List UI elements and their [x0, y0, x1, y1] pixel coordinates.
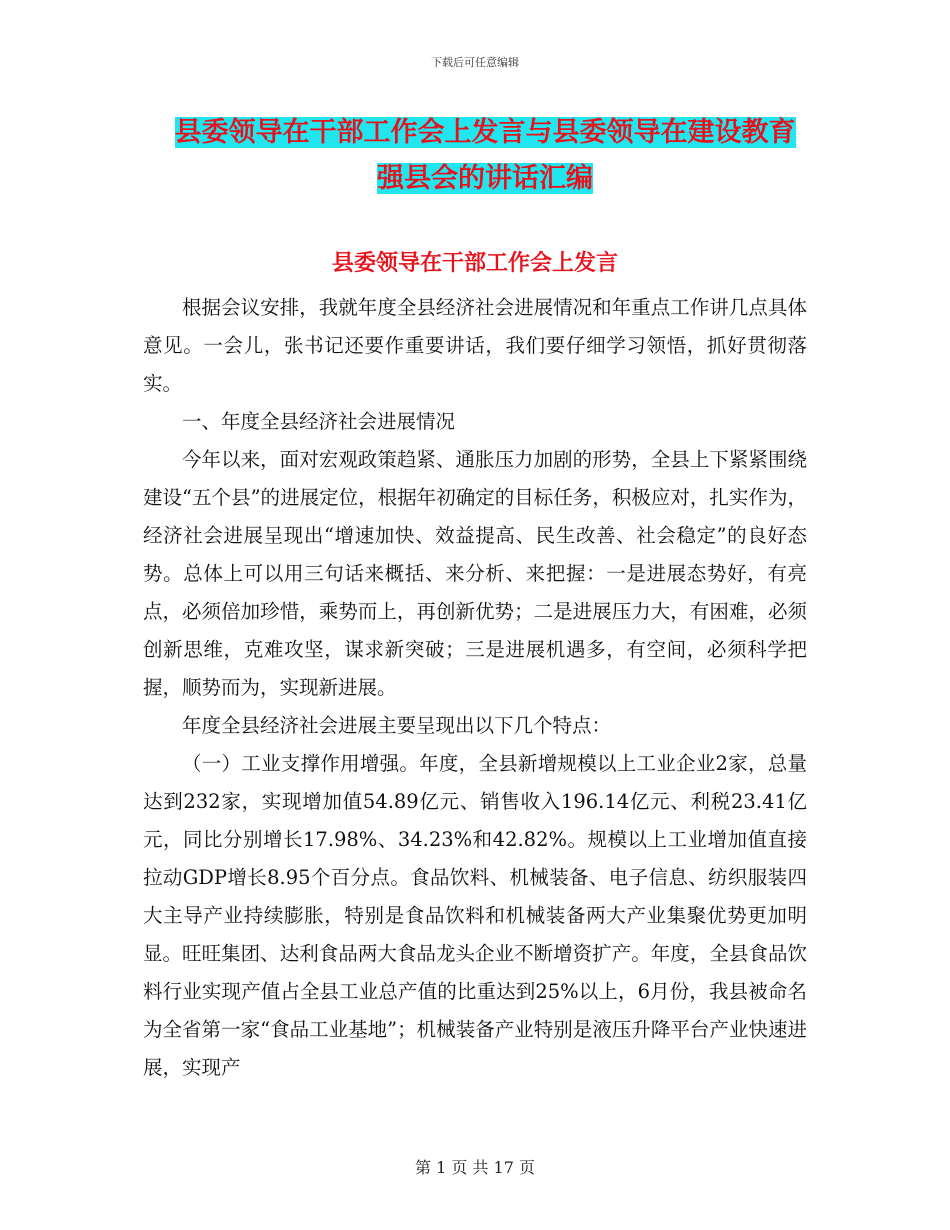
page-footer: 第 1 页 共 17 页	[415, 1158, 535, 1177]
paragraph-heading-1: 一、年度全县经济社会进展情况	[182, 410, 456, 433]
document-title-line-2: 强县会的讲话汇编	[377, 163, 593, 194]
paragraph-intro: 根据会议安排，我就年度全县经济社会进展情况和年重点工作讲几点具体意见。一会儿，张书记还要作重要讲话，我们要仔细学习领悟，抓好贯彻落实。	[143, 296, 807, 395]
document-title	[150, 110, 820, 202]
paragraph-features-intro: 年度全县经济社会进展主要呈现出以下几个特点：	[182, 714, 612, 737]
paragraph-overview: 今年以来，面对宏观政策趋紧、通胀压力加剧的形势，全县上下紧紧围绕建设“五个县”的进展定位，根据年初确定的目标任务，积极应对，扎实作为，经济社会进展呈现出“增速加快、效益提高、民生改善、社会稳定”的良好态势。总体上可以用三句话来概括、来分析、来把握：一是进展态势好，有亮点，必须倍加珍惜，乘势而上，再创新优势；二是进展压力大，有困难，必须创新思维，克难攻坚，谋求新突破；三是进展机遇多，有空间，必须科学把握，顺势而为，实现新进展。	[143, 448, 807, 699]
document-title-line-1: 县委领导在干部工作会上发言与县委领导在建设教育	[174, 117, 796, 148]
body-text	[143, 289, 807, 1087]
paragraph-industry: （一）工业支撑作用增强。年度，全县新增规模以上工业企业2家，总量达到232家，实现增加值54.89亿元、销售收入196.14亿元、利税23.41亿元，同比分别增长17.98%、34.23%和42.82%。规模以上工业增加值直接拉动GDP增长8.95个百分点。食品饮料、机械装备、电子信息、纺织服装四大主导产业持续膨胀，特别是食品饮料和机械装备两大产业集聚优势更加明显。旺旺集团、达利食品两大食品龙头企业不断增资扩产。年度，全县食品饮料行业实现产值占全县工业总产值的比重达到25%以上，6月份，我县被命名为全省第一家“食品工业基地”；机械装备产业特别是液压升降平台产业快速进展，实现产	[143, 752, 807, 1079]
header-note: 下载后可任意编辑	[431, 56, 519, 69]
section-title: 县委领导在干部工作会上发言	[331, 250, 618, 276]
